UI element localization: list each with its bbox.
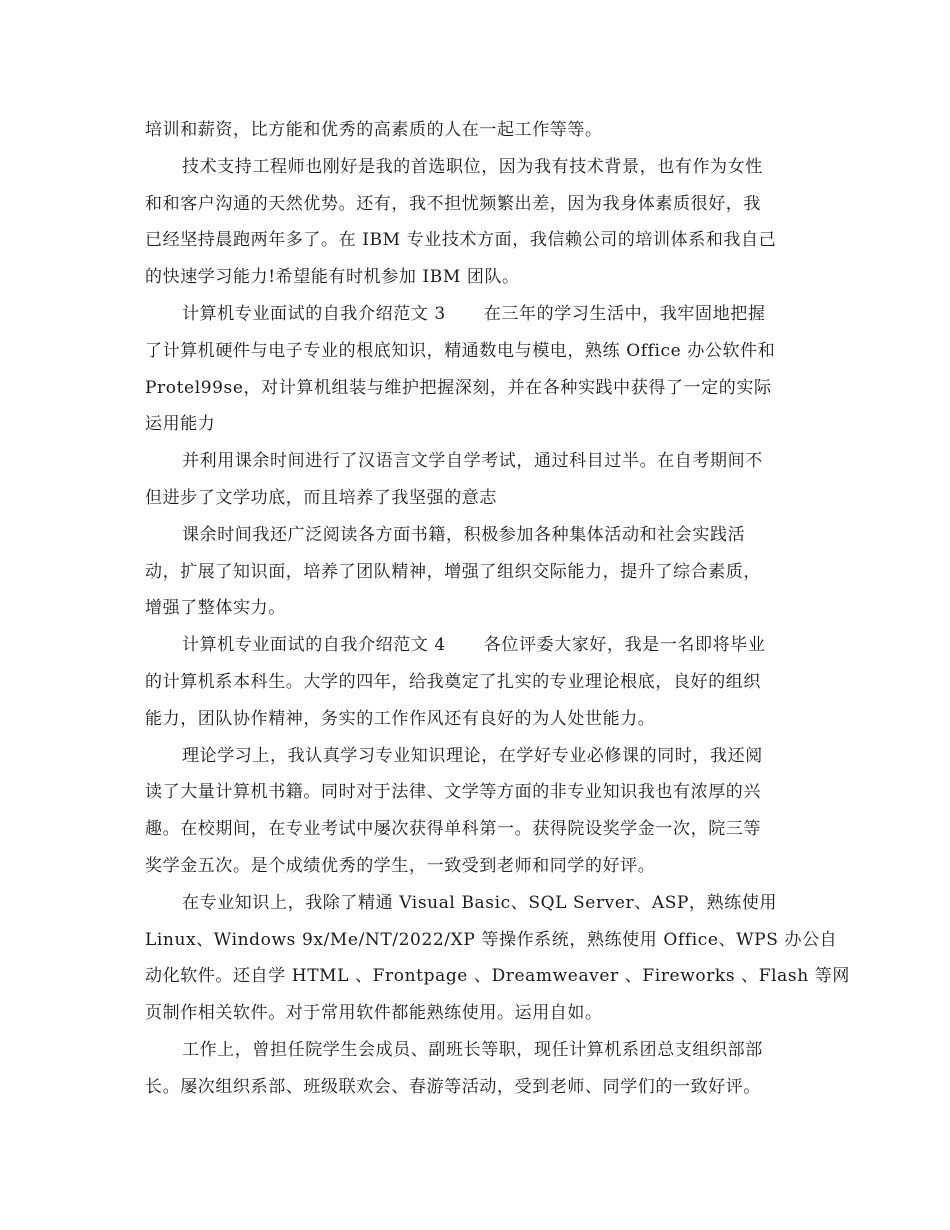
section-heading-4: 计算机专业面试的自我介绍范文 4 bbox=[182, 635, 446, 656]
text-line: 工作上，曾担任院学生会成员、副班长等职，现任计算机系团总支组织部部 bbox=[182, 1039, 763, 1060]
text-line: 运用能力 bbox=[145, 414, 216, 435]
text-line: 的快速学习能力!希望能有时机参加 IBM 团队。 bbox=[145, 267, 520, 288]
section-heading-line bbox=[145, 627, 810, 664]
text-line: 长。屡次组织系部、班级联欢会、春游等活动，受到老师、同学们的一致好评。 bbox=[145, 1076, 761, 1097]
text-line: 在专业知识上，我除了精通 Visual Basic、SQL Server、ASP，熟练使用 bbox=[182, 892, 778, 913]
text-line: 的计算机系本科生。大学的四年，给我奠定了扎实的专业理论根底，良好的组织 bbox=[145, 671, 761, 692]
text-line: 理论学习上，我认真学习专业知识理论，在学好专业必修课的同时，我还阅 bbox=[182, 745, 763, 766]
text-line: Linux、Windows 9x/Me/NT/2022/XP 等操作系统，熟练使用 Office、WPS 办公自 bbox=[145, 929, 838, 950]
text-line: 奖学金五次。是个成绩优秀的学生，一致受到老师和同学的好评。 bbox=[145, 855, 656, 876]
text-segment: 在三年的学习生活中，我牢固地把握 bbox=[483, 303, 766, 324]
text-line: 页制作相关软件。对于常用软件都能熟练使用。运用自如。 bbox=[145, 1003, 603, 1024]
text-line: 和和客户沟通的天然优势。还有，我不担忧频繁出差，因为我身体素质很好，我 bbox=[145, 193, 761, 214]
text-line: 读了大量计算机书籍。同时对于法律、文学等方面的非专业知识我也有浓厚的兴 bbox=[145, 782, 761, 803]
text-line: 能力，团队协作精神，务实的工作作风还有良好的为人处世能力。 bbox=[145, 708, 656, 729]
text-line: 了计算机硬件与电子专业的根底知识，精通数电与模电，熟练 Office 办公软件和 bbox=[145, 340, 776, 361]
text-line: 并利用课余时间进行了汉语言文学自学考试，通过科目过半。在自考期间不 bbox=[182, 451, 763, 472]
text-line: Protel99se，对计算机组装与维护把握深刻，并在各种实践中获得了一定的实际 bbox=[145, 377, 772, 398]
section-heading-3: 计算机专业面试的自我介绍范文 3 bbox=[182, 303, 446, 324]
text-line: 课余时间我还广泛阅读各方面书籍，积极参加各种集体活动和社会实践活 bbox=[182, 524, 746, 545]
text-line: 动，扩展了知识面，培养了团队精神，增强了组织交际能力，提升了综合素质， bbox=[145, 561, 761, 582]
document-body bbox=[145, 112, 850, 1106]
text-segment: 各位评委大家好，我是一名即将毕业 bbox=[483, 635, 766, 656]
text-line: 已经坚持晨跑两年多了。在 IBM 专业技术方面，我信赖公司的培训体系和我自己 bbox=[145, 230, 777, 251]
text-line: 但进步了文学功底，而且培养了我坚强的意志 bbox=[145, 487, 497, 508]
text-line: 增强了整体实力。 bbox=[145, 598, 286, 619]
text-line: 趣。在校期间，在专业考试中屡次获得单科第一。获得院设奖学金一次，院三等 bbox=[145, 819, 761, 840]
text-line: 培训和薪资，比方能和优秀的高素质的人在一起工作等等。 bbox=[145, 120, 603, 140]
text-line: 动化软件。还自学 HTML 、Frontpage 、Dreamweaver 、Fireworks 、Flash 等网 bbox=[145, 966, 850, 987]
text-line: 技术支持工程师也刚好是我的首选职位，因为我有技术背景，也有作为女性 bbox=[182, 156, 763, 177]
section-heading-line bbox=[145, 296, 810, 333]
